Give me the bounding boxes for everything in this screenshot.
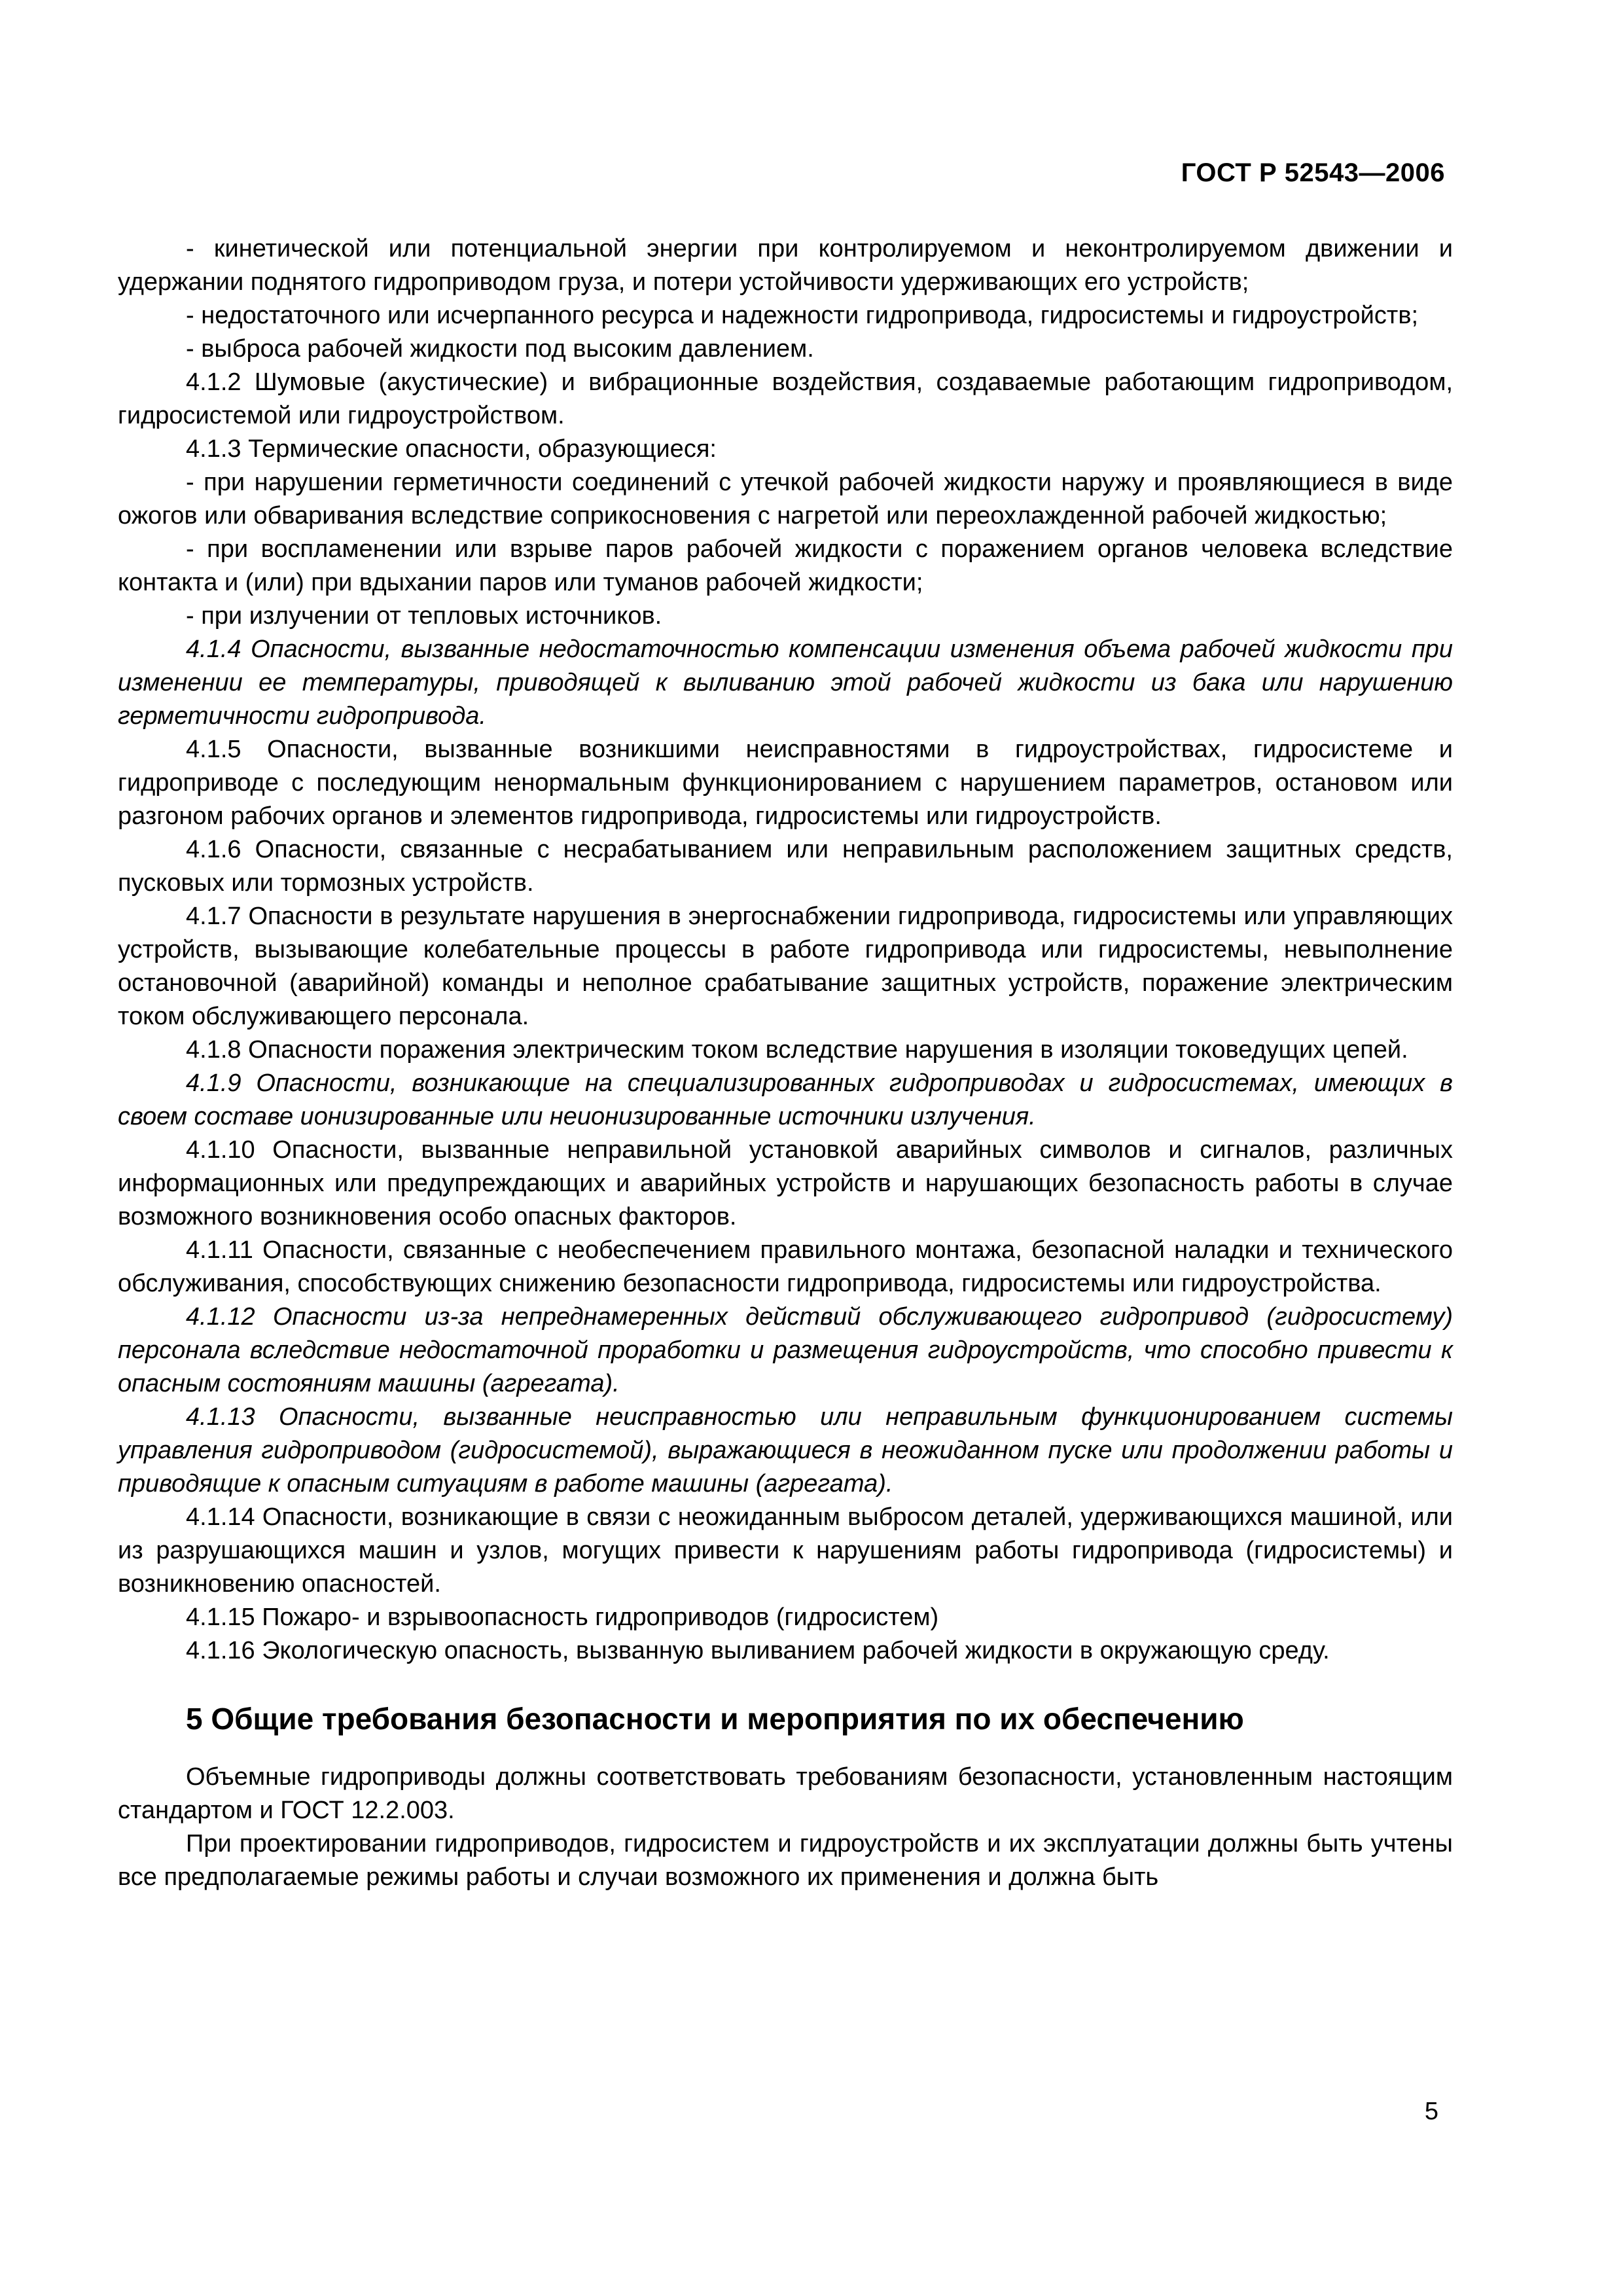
page-number: 5 xyxy=(1424,2098,1438,2125)
paragraph: - кинетической или потенциальной энергии при контролируемом и неконтролируемом движении и удержании поднятого гидроприводом груза, и потери устойчивости удерживающих его устройств; xyxy=(118,235,1453,296)
paragraph: 4.1.14 Опасности, возникающие в связи с неожиданным выбросом деталей, удерживающихся машиной, или из разрушающихся машин и узлов, могущих привести к нарушениям работы гидропривода (гидросистемы) и возникновению опасностей. xyxy=(118,1503,1453,1598)
paragraph: 4.1.7 Опасности в результате нарушения в энергоснабжении гидропривода, гидросистемы или управляющих устройств, вызывающие колебательные процессы в работе гидропривода или гидросистемы, невыполнение остановочной (аварийной) команды и неполное срабатывание защитных устройств, поражение электрическим током обслуживающего персонала. xyxy=(118,903,1453,1030)
paragraph: 4.1.5 Опасности, вызванные возникшими неисправностями в гидроустройствах, гидросистеме и гидроприводе с последующим ненормальным функционированием с нарушением параметров, остановом или разгоном рабочих органов и элементов гидропривода, гидросистемы или гидроустройств. xyxy=(118,736,1453,830)
hazards-list xyxy=(118,232,1453,1668)
paragraph: Объемные гидроприводы должны соответствовать требованиям безопасности, установленным настоящим стандартом и ГОСТ 12.2.003. xyxy=(118,1763,1453,1824)
paragraph: 4.1.15 Пожаро- и взрывоопасность гидроприводов (гидросистем) xyxy=(186,1604,939,1631)
paragraph: 4.1.16 Экологическую опасность, вызванную выливанием рабочей жидкости в окружающую среду. xyxy=(186,1637,1330,1664)
paragraph: 4.1.8 Опасности поражения электрическим током вследствие нарушения в изоляции токоведущих цепей. xyxy=(186,1036,1408,1064)
paragraph: 4.1.11 Опасности, связанные с необеспечением правильного монтажа, безопасной наладки и технического обслуживания, способствующих снижению безопасности гидропривода, гидросистемы или гидроустройства. xyxy=(118,1236,1453,1297)
paragraph: 4.1.13 Опасности, вызванные неисправностью или неправильным функционированием системы управления гидроприводом (гидросистемой), выражающиеся в неожиданном пуске или продолжении работы и приводящие к опасным ситуациям в работе машины (агрегата). xyxy=(118,1403,1453,1498)
paragraph: 4.1.9 Опасности, возникающие на специализированных гидроприводах и гидросистемах, имеющих в своем составе ионизированные или неионизированные источники излучения. xyxy=(118,1069,1453,1130)
paragraph: 4.1.4 Опасности, вызванные недостаточностью компенсации изменения объема рабочей жидкости при изменении ее температуры, приводящей к выливанию этой рабочей жидкости из бака или нарушению герметичности гидропривода. xyxy=(118,636,1453,730)
document-body xyxy=(118,232,1453,1894)
paragraph: 4.1.3 Термические опасности, образующиеся: xyxy=(186,435,717,463)
section-body xyxy=(118,1761,1453,1894)
paragraph: 4.1.6 Опасности, связанные с несрабатыванием или неправильным расположением защитных средств, пусковых или тормозных устройств. xyxy=(118,836,1453,897)
section-heading: 5 Общие требования безопасности и мероприятия по их обеспечению xyxy=(186,1702,1244,1736)
paragraph: - при излучении от тепловых источников. xyxy=(186,602,662,630)
paragraph: 4.1.12 Опасности из-за непреднамеренных действий обслуживающего гидропривод (гидросистему) персонала вследствие недостаточной проработки и размещения гидроустройств, что способно привести к опасным состояниям машины (агрегата). xyxy=(118,1303,1453,1397)
paragraph: 4.1.10 Опасности, вызванные неправильной установкой аварийных символов и сигналов, различных информационных или предупреждающих и аварийных устройств и нарушающих безопасность работы в случае возможного возникновения особо опасных факторов. xyxy=(118,1136,1453,1230)
paragraph: - при воспламенении или взрыве паров рабочей жидкости с поражением органов человека вследствие контакта и (или) при вдыхании паров или туманов рабочей жидкости; xyxy=(118,535,1453,596)
document-header: ГОСТ Р 52543—2006 xyxy=(1181,158,1445,187)
paragraph: - выброса рабочей жидкости под высоким давлением. xyxy=(186,335,814,363)
paragraph: - при нарушении герметичности соединений с утечкой рабочей жидкости наружу и проявляющиеся в виде ожогов или обваривания вследствие соприкосновения с нагретой или переохлажденной рабочей жидкостью; xyxy=(118,469,1453,529)
paragraph: 4.1.2 Шумовые (акустические) и вибрационные воздействия, создаваемые работающим гидроприводом, гидросистемой или гидроустройством. xyxy=(118,368,1453,429)
paragraph: - недостаточного или исчерпанного ресурса и надежности гидропривода, гидросистемы и гидроустройств; xyxy=(186,302,1419,329)
paragraph: При проектировании гидроприводов, гидросистем и гидроустройств и их эксплуатации должны быть учтены все предполагаемые режимы работы и случаи возможного их применения и должна быть xyxy=(118,1830,1453,1891)
